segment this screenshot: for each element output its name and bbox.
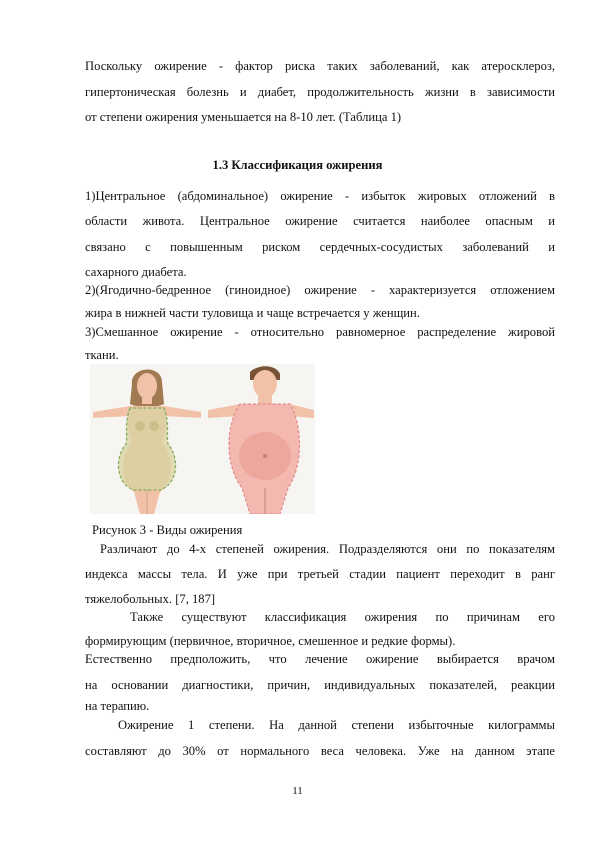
paragraph-line: Ожирение 1 степени. На данной степени избыточные килограммы	[118, 718, 555, 732]
paragraph-line: составляют до 30% от нормального веса человека. Уже на данном этапе	[85, 744, 555, 758]
paragraph-line: 3)Смешанное ожирение - относительно равномерное распределение жировой	[85, 325, 555, 339]
paragraph-line: 2)(Ягодично-бедренное (гиноидное) ожирение - характеризуется отложением	[85, 283, 555, 297]
paragraph-line: от степени ожирения уменьшается на 8-10 лет. (Таблица 1)	[85, 110, 402, 124]
paragraph-line: области живота. Центральное ожирение считается наиболее опасным и	[85, 214, 555, 228]
section-title: 1.3 Классификация ожирения	[212, 158, 383, 172]
paragraph-line: на терапию.	[85, 699, 150, 713]
paragraph-line: Поскольку ожирение - фактор риска таких заболеваний, как атеросклероз,	[85, 59, 555, 73]
paragraph-line: гипертоническая болезнь и диабет, продолжительность жизни в зависимости	[85, 85, 555, 99]
paragraph-line: тяжелобольных. [7, 187]	[85, 592, 216, 606]
paragraph-line: 1)Центральное (абдоминальное) ожирение - избыток жировых отложений в	[85, 189, 555, 203]
paragraph-line: ткани.	[85, 348, 119, 362]
paragraph-line: связано с повышенным риском сердечных-сосудистых заболеваний и	[85, 240, 555, 254]
paragraph-line: Также существуют классификация ожирения по причинам его	[130, 610, 555, 624]
obesity-illustration	[90, 364, 315, 514]
paragraph-line: Естественно предположить, что лечение ожирение выбирается врачом	[85, 652, 555, 666]
paragraph-line: жира в нижней части туловища и чаще встречается у женщин.	[85, 306, 420, 320]
paragraph-line: индекса массы тела. И уже при третьей стадии пациент переходит в ранг	[85, 567, 555, 581]
figure-caption: Рисунок 3 - Виды ожирения	[92, 523, 243, 537]
page-number: 11	[292, 785, 303, 797]
paragraph-line: сахарного диабета.	[85, 265, 187, 279]
paragraph-line: Различают до 4-х степеней ожирения. Подразделяются они по показателям	[100, 542, 555, 556]
paragraph-line: на основании диагностики, причин, индивидуальных показателей, реакции	[85, 678, 555, 692]
paragraph-line: формирующим (первичное, вторичное, смешенное и редкие формы).	[85, 634, 456, 648]
obesity-types-figure	[90, 364, 315, 514]
